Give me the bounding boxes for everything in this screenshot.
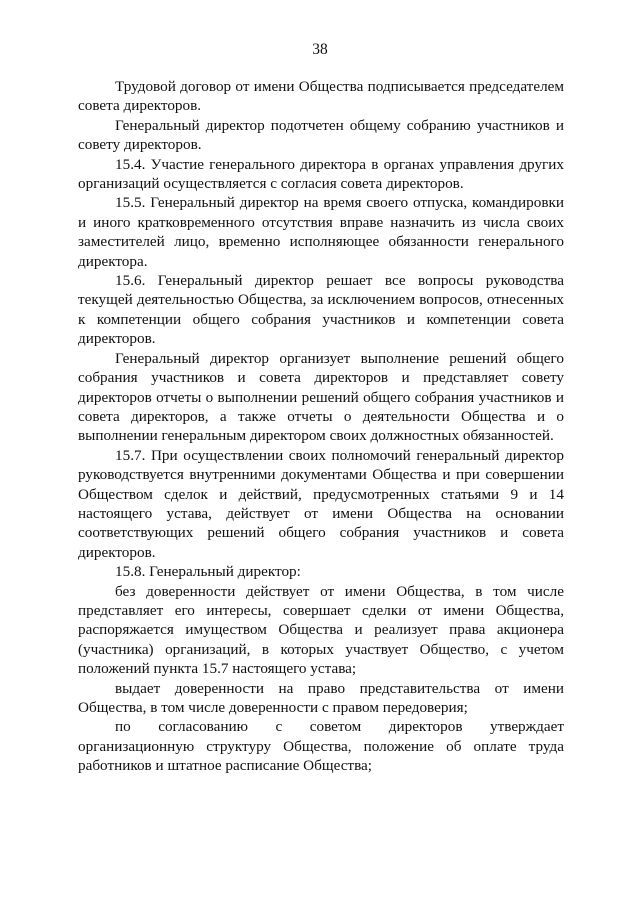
paragraph-clause-15-6: 15.6. Генеральный директор решает все вопросы руководства текущей деятельностью Общества, за исключением вопросов, отнесенных к компетенции общего собрания участников и компетенции совета директоров. bbox=[78, 272, 564, 348]
paragraph-approves-structure: по согласованию с советом директоров утверждает организационную структуру Общества, положение об оплате труда работников и штатное расписание Общества; bbox=[78, 718, 564, 775]
paragraph-issues-proxies: выдает доверенности на право представительства от имени Общества, в том числе доверенности с правом передоверия; bbox=[78, 679, 564, 716]
paragraph-contract-signing: Трудовой договор от имени Общества подписывается председателем совета директоров. bbox=[78, 78, 564, 115]
paragraph-acts-without-proxy: без доверенности действует от имени Общества, в том числе представляет его интересы, совершает сделки от имени Общества, распоряжается имуществом Общества и реализует права акционера (участника) организаций, в которых участвует Общество, с учетом положений пункта 15.7 настоящего устава; bbox=[78, 582, 564, 678]
paragraph-accountability: Генеральный директор подотчетен общему собранию участников и совету директоров. bbox=[78, 116, 564, 154]
paragraph-clause-15-4: 15.4. Участие генерального директора в органах управления других организаций осуществляется с согласия совета директоров. bbox=[78, 155, 564, 193]
body-text bbox=[78, 77, 564, 776]
paragraph-decision-execution: Генеральный директор организует выполнение решений общего собрания участников и совета директоров и представляет совету директоров отчеты о выполнении решений общего собрания участников и совета директоров, а также отчеты о деятельности Общества и о выполнении генеральным директором своих должностных обязанностей. bbox=[78, 349, 564, 445]
paragraph-clause-15-8-heading: 15.8. Генеральный директор: bbox=[115, 563, 301, 581]
page-number: 38 bbox=[312, 41, 328, 58]
paragraph-clause-15-5: 15.5. Генеральный директор на время своего отпуска, командировки и иного кратковременного отсутствия вправе назначить из числа своих заместителей лицо, временно исполняющее обязанности генерального директора. bbox=[78, 194, 564, 270]
paragraph-clause-15-7: 15.7. При осуществлении своих полномочий генеральный директор руководствуется внутренними документами Общества и при совершении Обществом сделок и действий, предусмотренных статьями 9 и 14 настоящего устава, действует от имени Общества на основании соответствующих решений общего собрания участников и совета директоров. bbox=[78, 446, 564, 561]
